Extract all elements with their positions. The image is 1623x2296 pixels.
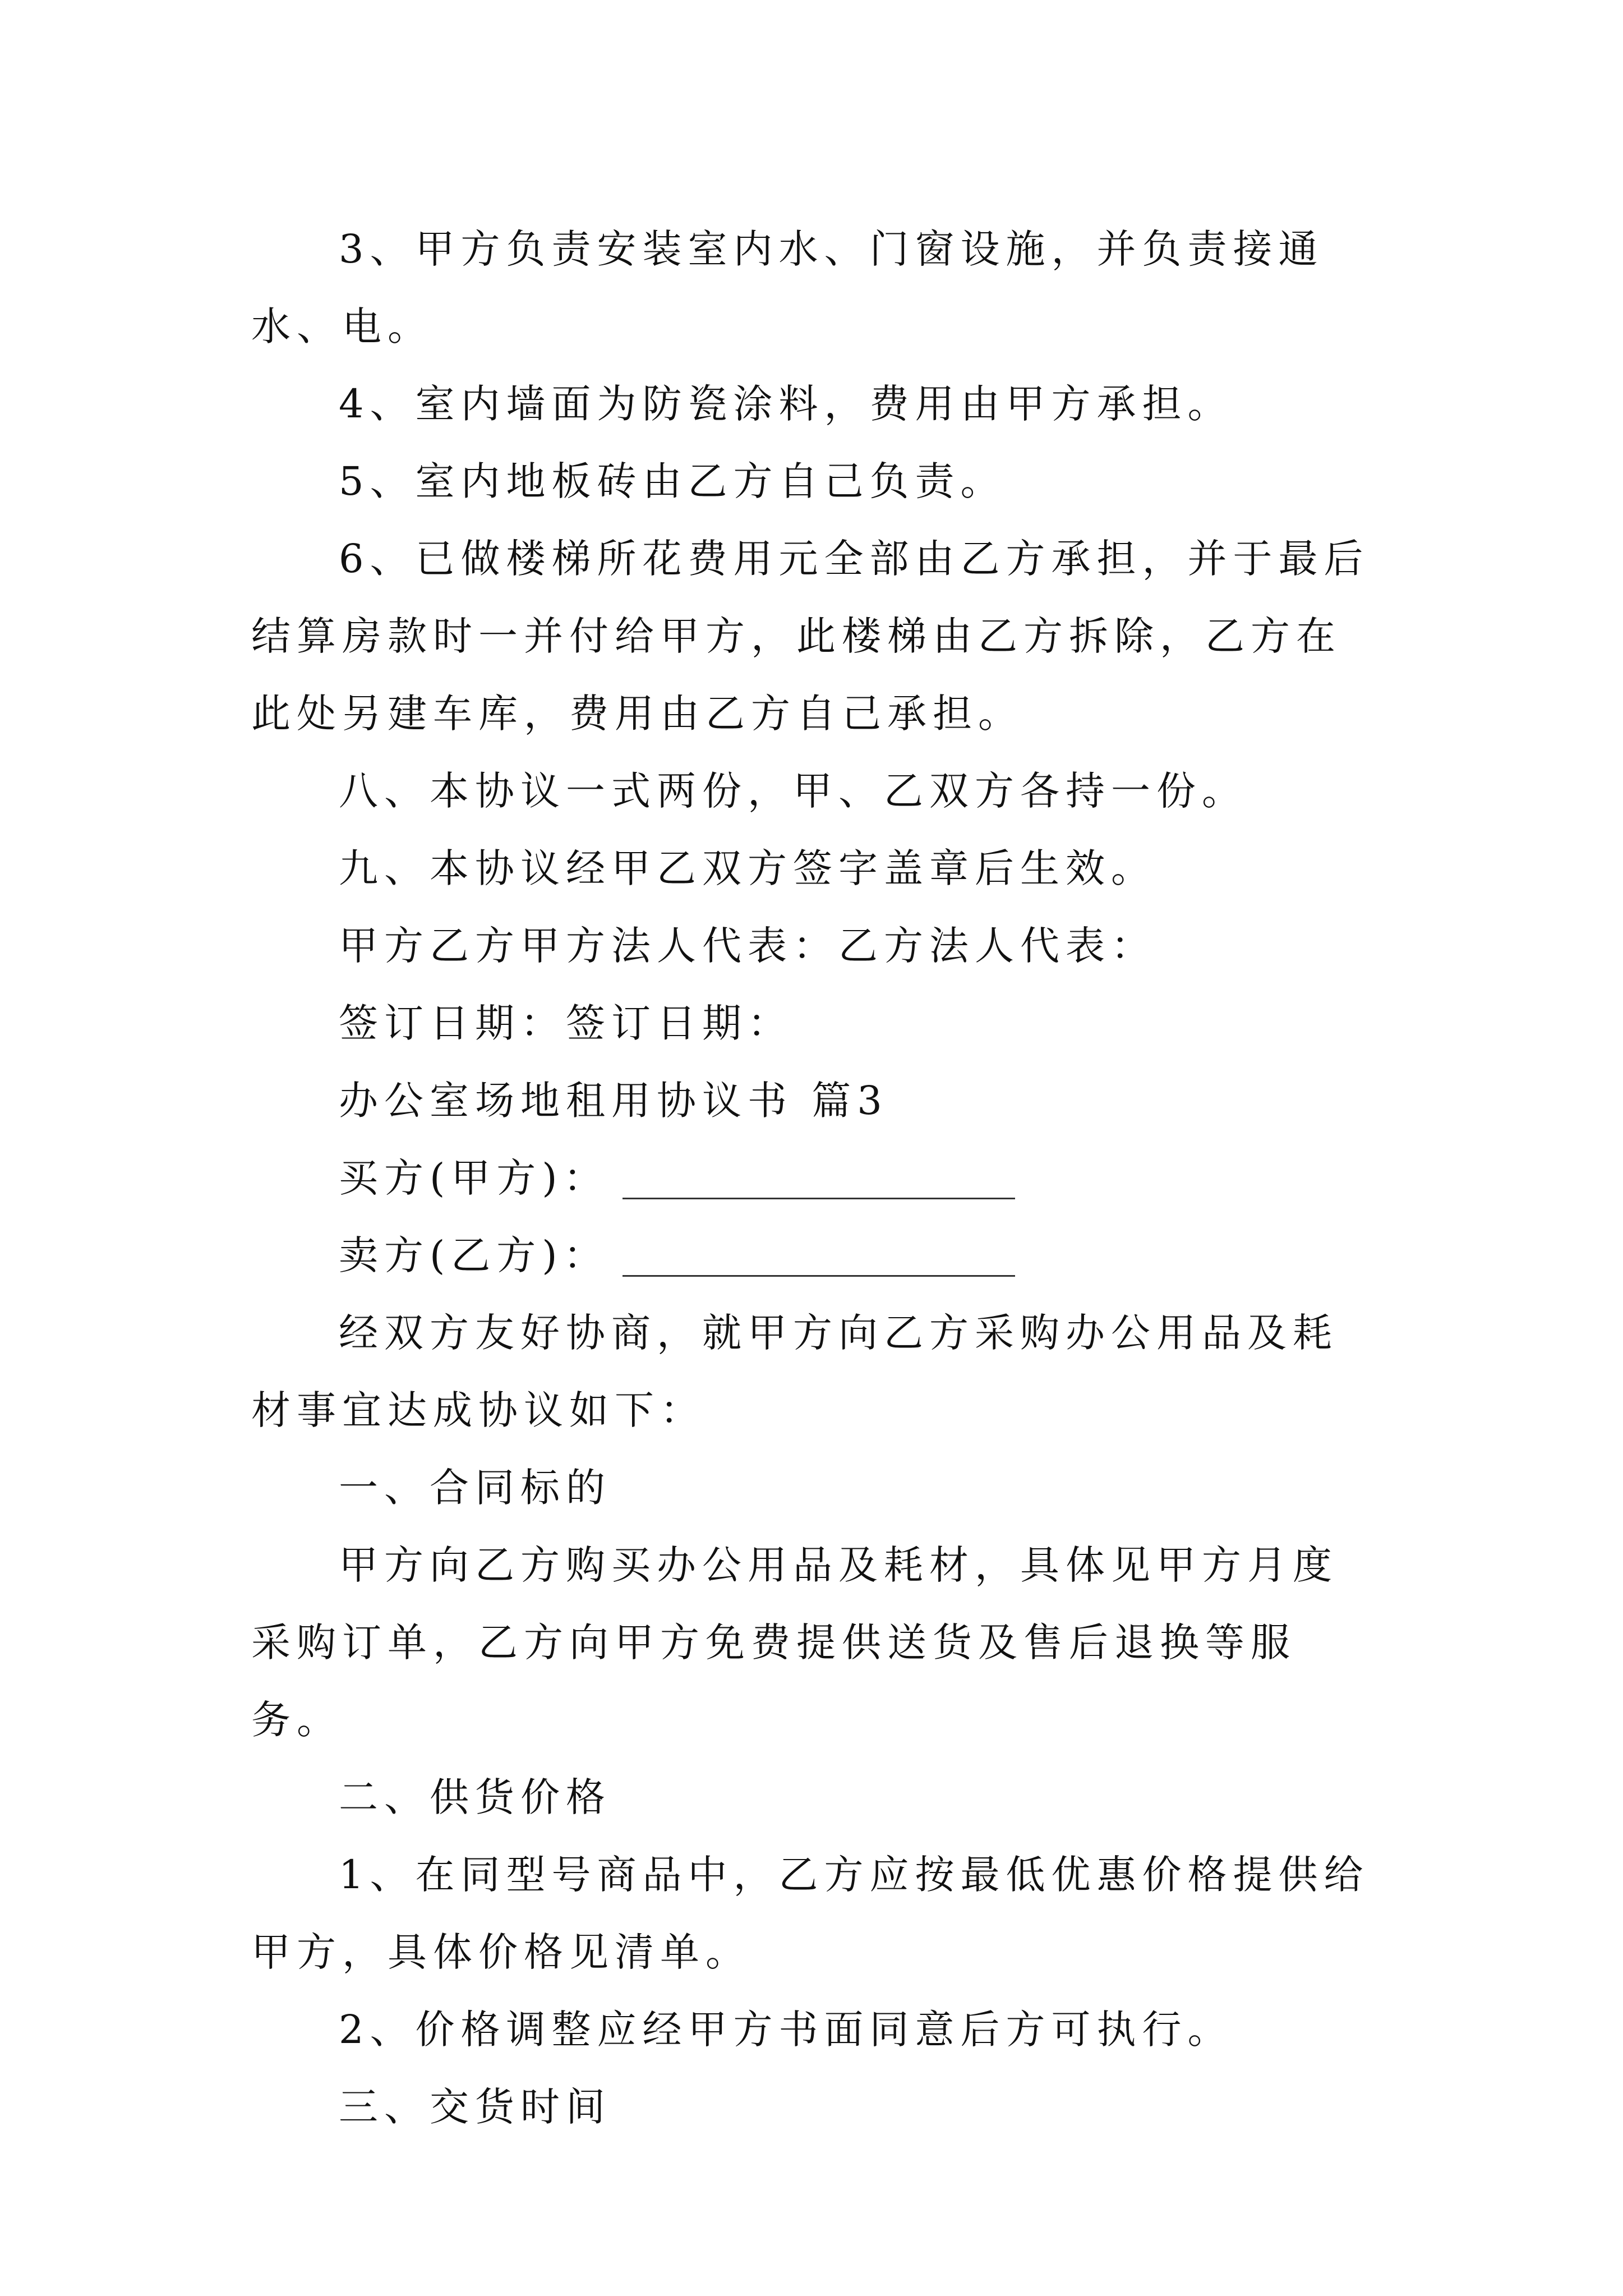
signing-date-line: 签订日期：签订日期： xyxy=(339,1000,793,1046)
signature-line: 甲方乙方甲方法人代表：乙方法人代表： xyxy=(339,923,1156,969)
seller-blank-field xyxy=(623,1273,1015,1277)
buyer-line xyxy=(251,1139,1378,1217)
intro-paragraph: 经双方友好协商，就甲方向乙方采购办公用品及耗材事宜达成协议如下： xyxy=(251,1310,1338,1433)
seller-line xyxy=(251,1217,1378,1294)
clause-5: 5、室内地板砖由乙方自己负责。 xyxy=(339,458,1006,504)
price-clause-1: 1、在同型号商品中，乙方应按最低优惠价格提供给甲方，具体价格见清单。 xyxy=(251,1852,1370,1975)
clause-4: 4、室内墙面为防瓷涂料，费用由甲方承担。 xyxy=(339,381,1233,427)
section-heading: 办公室场地租用协议书 篇3 xyxy=(339,1078,888,1124)
heading-delivery-time: 三、交货时间 xyxy=(339,2084,611,2130)
clause-6: 6、已做楼梯所花费用元全部由乙方承担，并于最后结算房款时一并付给甲方，此楼梯由乙方拆除，乙方在此处另建车库，费用由乙方自己承担。 xyxy=(251,536,1370,737)
buyer-blank-field xyxy=(623,1195,1015,1199)
document-body xyxy=(251,210,1378,2146)
heading-contract-subject: 一、合同标的 xyxy=(339,1465,611,1511)
price-clause-2: 2、价格调整应经甲方书面同意后方可执行。 xyxy=(339,2007,1233,2053)
heading-supply-price: 二、供货价格 xyxy=(339,1774,611,1820)
clause-3: 3、甲方负责安装室内水、门窗设施，并负责接通水、电。 xyxy=(251,226,1324,349)
contract-subject-text: 甲方向乙方购买办公用品及耗材，具体见甲方月度采购订单，乙方向甲方免费提供送货及售后退换等服务。 xyxy=(251,1542,1338,1743)
seller-label: 卖方(乙方)： xyxy=(339,1232,609,1278)
clause-eight: 八、本协议一式两份，甲、乙双方各持一份。 xyxy=(339,768,1247,814)
buyer-label: 买方(甲方)： xyxy=(339,1155,609,1201)
clause-nine: 九、本协议经甲乙双方签字盖章后生效。 xyxy=(339,845,1156,891)
